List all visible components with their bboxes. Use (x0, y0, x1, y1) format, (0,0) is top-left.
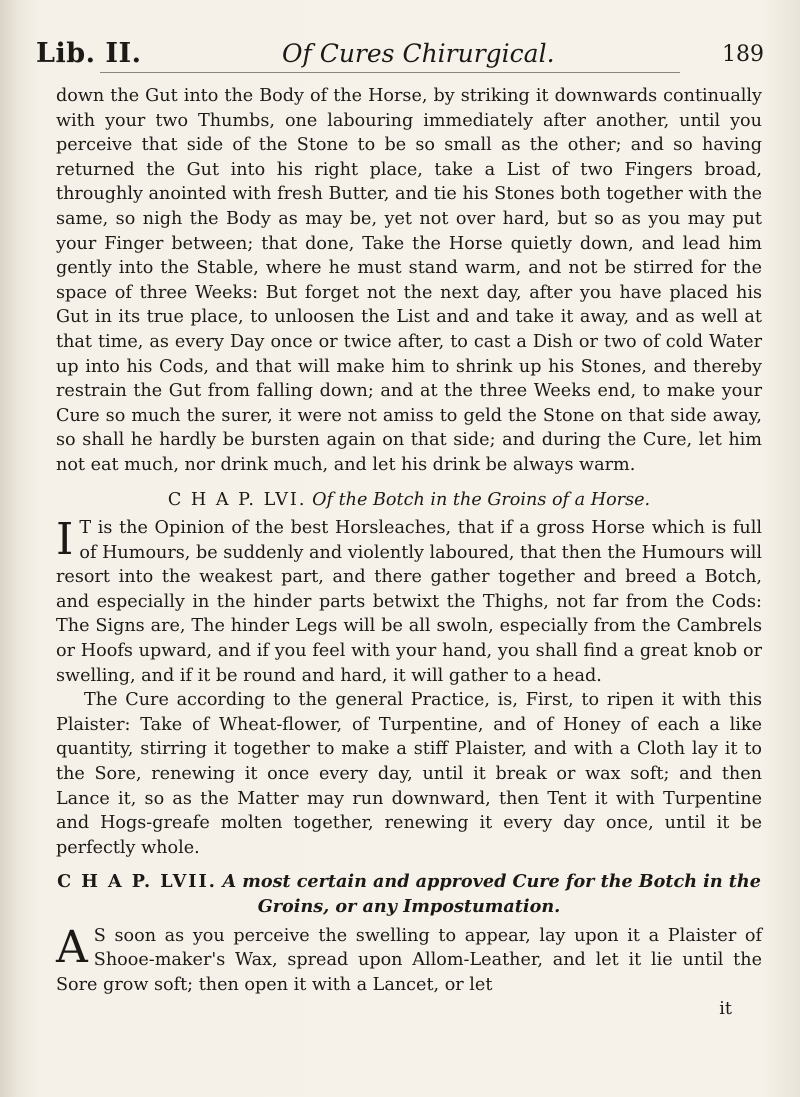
chapter-57-paragraph-1 (56, 921, 762, 998)
chapter-56-label: C H A P. LVI. (167, 489, 307, 510)
chapter-57-title: A most certain and approved Cure for the Botch in the Groins, or any Impostumation. (222, 871, 761, 917)
chapter-57-heading (56, 870, 762, 919)
page-number: 189 (722, 42, 764, 67)
chapter-56-paragraph-1 (56, 516, 762, 688)
body-text (56, 84, 762, 1022)
dropcap-a: A (56, 921, 88, 973)
paragraph-continuation: down the Gut into the Body of the Horse, by striking it downwards continually with your two Thumbs, one labouring immediately after another, until you perceive that side of the Stone to be so small as the other; and so having returned the Gut into his right place, take a List of two Fingers broad, throughly anointed with fresh Butter, and tie his Stones both together with the same, so nigh the Body as may be, yet not over hard, but so as you may put your Finger between; that done, Take the Horse quietly down, and lead him gently into the Stable, where he must stand warm, and not be stirred for the space of three Weeks: But forget not the next day, after you have placed his Gut in its true place, to unloosen the List and and take it away, and as well at that time, as every Day once or twice after, to cast a Dish or two of cold Water up into his Cods, and that will make him to shrink up his Stones, and thereby restrain the Gut from falling down; and at the three Weeks end, to make your Cure so much the surer, it were not amiss to geld the Stone on that side away, so shall he hardly be bursten again on that side; and during the Cure, let him not eat much, nor drink much, and let his drink be always warm. (56, 86, 762, 475)
chapter-56-title: Of the Botch in the Groins of a Horse. (312, 489, 651, 510)
running-header (36, 38, 776, 74)
chapter-57-label: C H A P. LVII. (57, 871, 217, 893)
book-number: Lib. II. (36, 38, 142, 69)
chapter-56-text-1: T is the Opinion of the best Horsleaches, that if a gross Horse which is full of Humours, be suddenly and violently laboured, that then the Humours will resort into the weakest part, and there gather together and breed a Botch, and especially in the hinder parts betwixt the Thighs, not far from the Cods: The Signs are, The hinder Legs will be all swoln, especially from the Cambrels or Hoofs upward, and if you feel with your hand, you shall find a great knob or swelling, and if it be round and hard, it will gather to a head. (56, 518, 762, 686)
chapter-57-text-1: S soon as you perceive the swelling to appear, lay upon it a Plaister of Shooe-maker's Wax, spread upon Allom-Leather, and let it lie until the Sore grow soft; then open it with a Lancet, or let (56, 925, 762, 995)
catchword: it (719, 999, 732, 1020)
header-rule (100, 72, 680, 73)
chapter-56-heading (56, 488, 762, 513)
dropcap-i: I (56, 514, 74, 566)
chapter-56-paragraph-2: The Cure according to the general Practice, is, First, to ripen it with this Plaister: Take of Wheat-flower, of Turpentine, and of Honey of each a like quantity, stirring it together to make a stiff Plaister, and with a Cloth lay it to the Sore, renewing it once every day, until it break or wax soft; and then Lance it, so as the Matter may run downward, then Tent it with Turpentine and Hogs-greafe molten together, renewing it every day once, until it be perfectly whole. (56, 690, 762, 858)
running-title: Of Cures Chirurgical. (282, 39, 555, 68)
